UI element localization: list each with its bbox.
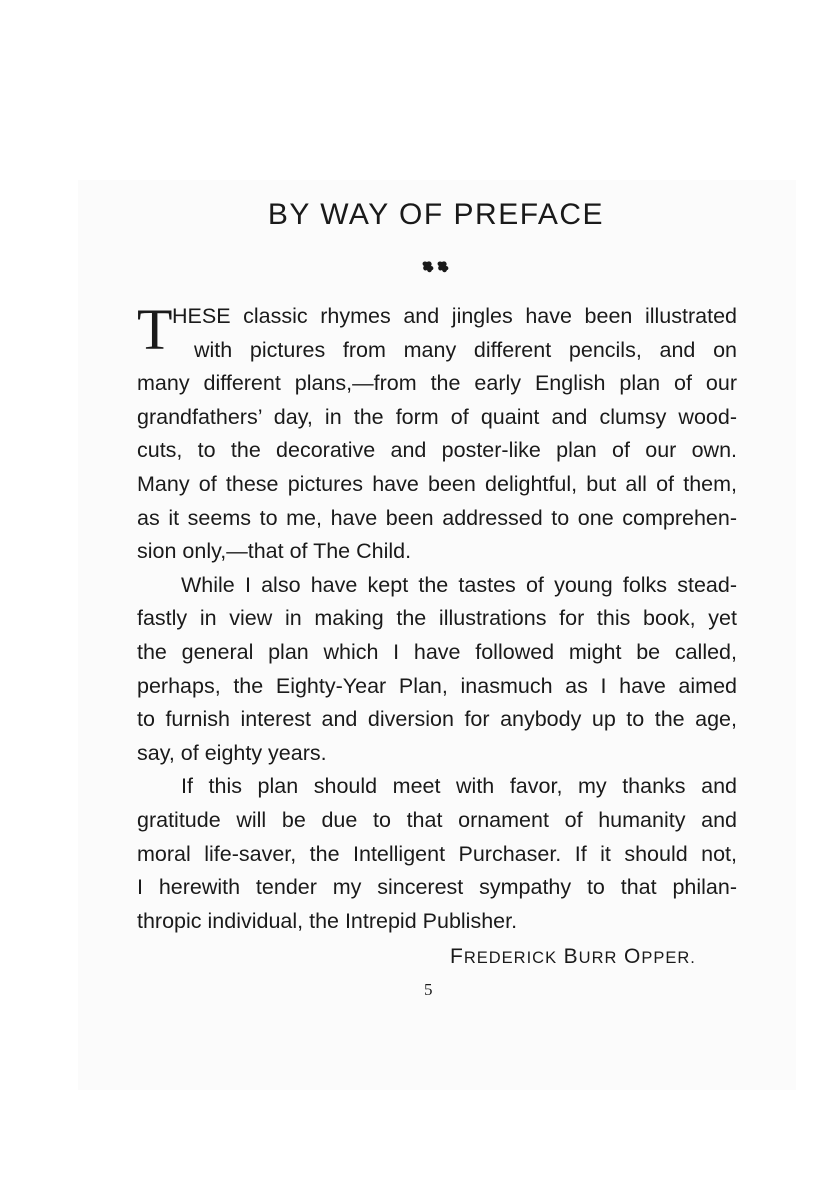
signature-last-initial: O <box>623 945 642 968</box>
page-number: 5 <box>424 980 433 999</box>
text-line: Many of these pictures have been delightful, but all of them, <box>137 471 737 496</box>
text-line: I herewith tender my sincerest sympathy to that philan- <box>137 875 737 900</box>
text-line: gratitude will be due to that ornament of humanity and <box>137 807 737 832</box>
text-line: with pictures from many different pencils, and on <box>194 337 737 362</box>
paragraph-1 <box>137 297 737 569</box>
paragraph-2 <box>137 569 737 771</box>
text-line: sion only,—that of The Child. <box>137 539 412 564</box>
signature-middle-rest: URR <box>578 949 618 967</box>
page-title: BY WAY OF PREFACE <box>267 198 605 231</box>
text-line: the general plan which I have followed might be called, <box>137 639 737 664</box>
text-line: grandfathers’ day, in the form of quaint and clumsy wood- <box>137 404 737 429</box>
text-line: as it seems to me, have been addressed to one comprehen- <box>137 505 737 530</box>
signature-last-rest: PPER. <box>641 949 696 967</box>
signature-first-initial: F <box>450 945 464 968</box>
text-line: say, of eighty years. <box>137 740 327 765</box>
signature-first-rest: REDERICK <box>463 949 558 967</box>
author-signature <box>450 945 740 969</box>
text-line: fastly in view in making the illustrations for this book, yet <box>137 606 737 631</box>
paragraph-3 <box>137 770 737 938</box>
text-line: to furnish interest and diversion for anybody up to the age, <box>137 707 737 732</box>
text-line: HESE classic rhymes and jingles have been illustrated <box>172 304 737 328</box>
signature-middle-initial: B <box>563 945 579 968</box>
text-line: If this plan should meet with favor, my thanks and <box>181 774 737 799</box>
text-line: While I also have kept the tastes of young folks stead- <box>181 572 737 597</box>
preface-body <box>137 297 737 938</box>
text-line: cuts, to the decorative and poster-like plan of our own. <box>137 438 737 463</box>
text-line: perhaps, the Eighty-Year Plan, inasmuch as I have aimed <box>137 673 737 698</box>
floral-ornament-icon <box>420 258 450 276</box>
text-line: thropic individual, the Intrepid Publisher. <box>137 908 518 933</box>
drop-cap: T <box>137 297 173 362</box>
text-line: many different plans,—from the early English plan of our <box>137 371 737 396</box>
text-line: moral life-saver, the Intelligent Purchaser. If it should not, <box>137 841 737 866</box>
